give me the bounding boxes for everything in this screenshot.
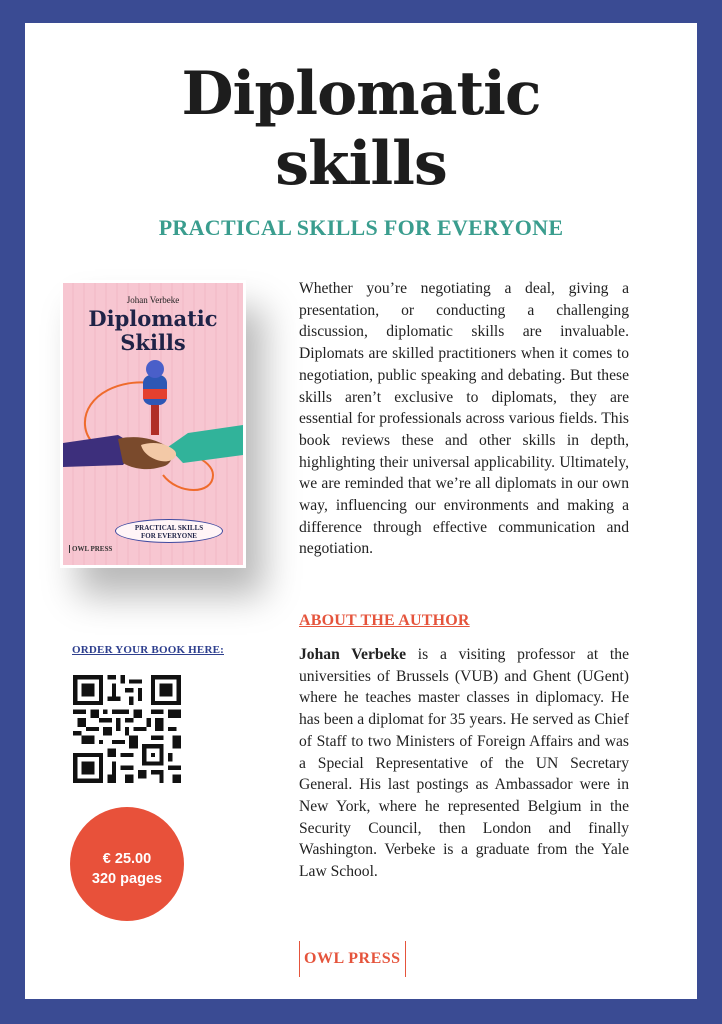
pages-label: 320 pages [91,871,163,887]
cover-publisher: OWL PRESS [69,545,112,553]
page-title [25,59,697,199]
author-name: Johan Verbeke [299,646,407,663]
book-cover [60,280,246,568]
book-cover-art [63,283,243,565]
page-subtitle: PRACTICAL SKILLS FOR EVERYONE [158,215,564,240]
price-label: € 25.00 [102,851,152,867]
flyer-page [25,23,697,999]
cover-title [63,307,243,355]
publisher-logo: OWL PRESS [299,941,406,977]
title-line-1: Diplomatic [181,59,541,129]
cover-title-line-2: Skills [120,330,186,355]
cover-title-line-1: Diplomatic [88,306,218,331]
author-bio [299,644,629,883]
title-line-2: skills [275,129,447,199]
order-book-link[interactable]: ORDER YOUR BOOK HERE: [72,644,224,656]
about-author-heading: ABOUT THE AUTHOR [299,612,470,629]
handshake-microphone-illustration [63,355,243,515]
book-description: Whether you’re negotiating a deal, giving a presentation, or conducting a challenging discussion, diplomatic skills are invaluable. Diplomats are skilled practitioners when it comes to negotiation, public speaking and debating. But these skills aren’t exclusive to diplomats, they are essential for professionals across various fields. This book reviews these and other skills in depth, highlighting their universal applicability. Ultimately, we are reminded that we’re all diplomats in our own way, influencing our environments and making a difference through effective communication and negotiation. [299,280,629,558]
price-badge [70,807,184,921]
cover-badge [115,519,223,543]
author-bio-text: is a visiting professor at the universities of Brussels (VUB) and Ghent (UGent) where he teaches master classes in diplomacy. He has been a diplomat for 35 years. He served as Chief of Staff to two Ministers of Foreign Affairs and was a Special Representative of the UN Secretary General. His last postings as Ambassador were in New York, where he represented Belgium in the Security Council, then London and finally Washington. Verbeke is a graduate from the Yale Law School. [299,646,629,881]
cover-badge-line-2: FOR EVERYONE [141,532,197,540]
cover-badge-line-1: PRACTICAL SKILLS [134,524,204,532]
cover-author: Johan Verbeke [126,295,180,305]
qr-code-icon[interactable] [73,675,181,783]
